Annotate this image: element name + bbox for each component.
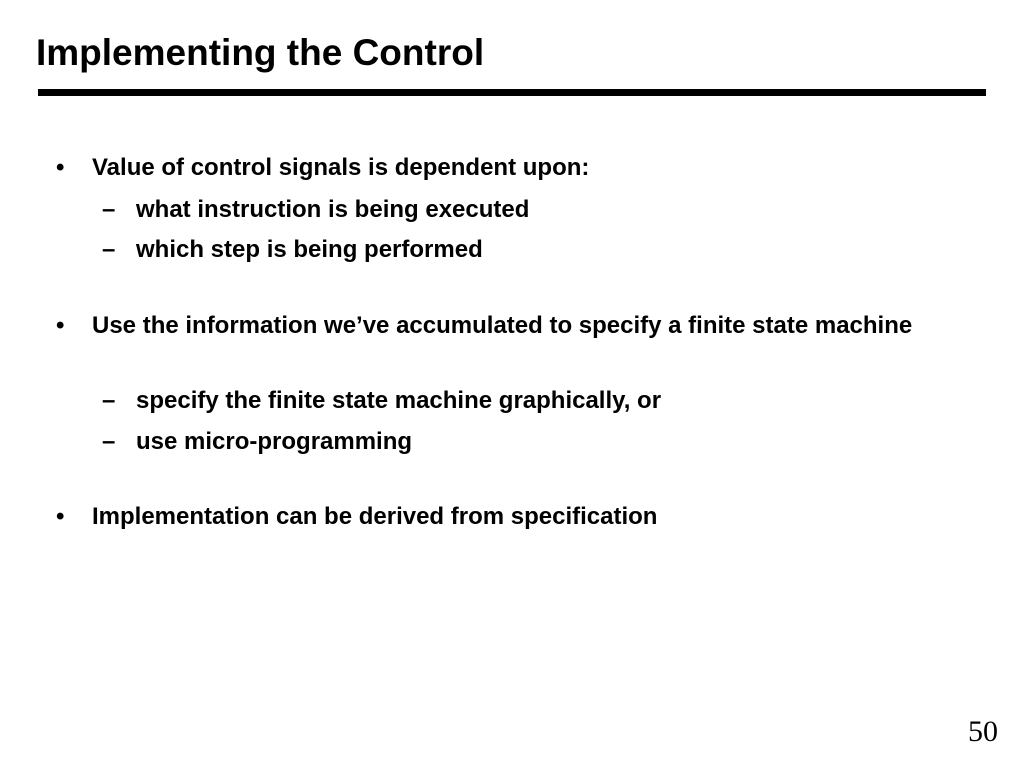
bullet-text: Value of control signals is dependent upon: xyxy=(92,154,590,181)
bullet-text: Implementation can be derived from specification xyxy=(92,503,658,530)
sub-bullet-item xyxy=(102,384,966,417)
bullet-item xyxy=(56,309,952,342)
sub-bullet-item xyxy=(102,193,966,226)
sub-bullet-text: what instruction is being executed xyxy=(136,196,530,223)
sub-bullet-text: use micro-programming xyxy=(136,428,413,455)
bullet-dot-icon: • xyxy=(56,312,65,339)
dash-icon: – xyxy=(102,428,116,455)
dash-icon: – xyxy=(102,236,116,263)
sub-bullet-text: specify the finite state machine graphically, or xyxy=(136,387,662,414)
bullet-dot-icon: • xyxy=(56,154,65,181)
bullet-item xyxy=(56,151,972,184)
dash-icon: – xyxy=(102,387,116,414)
bullet-item xyxy=(56,500,972,533)
page-number: 50 xyxy=(968,715,998,748)
bullet-dot-icon: • xyxy=(56,503,65,530)
slide-title: Implementing the Control xyxy=(36,32,485,73)
sub-bullet-item xyxy=(102,233,966,266)
dash-icon: – xyxy=(102,196,116,223)
bullet-text: Use the information we’ve accumulated to specify a finite state machine xyxy=(92,312,913,339)
sub-bullet-text: which step is being performed xyxy=(136,236,483,263)
sub-bullet-item xyxy=(102,425,966,458)
